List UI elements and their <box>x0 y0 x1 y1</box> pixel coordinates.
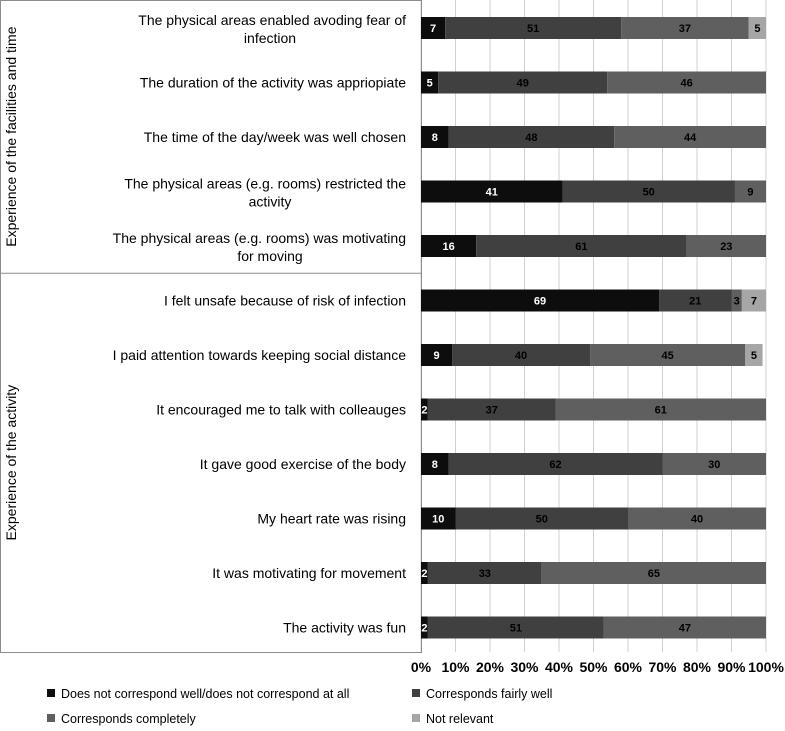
data-label: 49 <box>516 77 529 90</box>
category-label: It was motivating for movement <box>212 565 406 581</box>
data-label: 40 <box>514 350 528 362</box>
data-label: 2 <box>421 404 428 417</box>
data-label: 7 <box>750 295 757 308</box>
legend-label: Corresponds fairly well <box>426 687 553 701</box>
data-label: 48 <box>525 132 538 144</box>
data-label: 10 <box>432 513 445 526</box>
group-label: Experience of the activity <box>3 384 19 541</box>
category-frame <box>1 1 422 653</box>
data-label: 23 <box>720 241 733 253</box>
x-tick-label: 40% <box>544 659 574 675</box>
x-axis-tick-labels <box>411 659 785 675</box>
data-label: 9 <box>747 186 754 199</box>
data-label: 8 <box>431 132 438 144</box>
data-label: 2 <box>421 622 428 635</box>
category-label: The duration of the activity was appriopiate <box>139 74 406 91</box>
legend-item <box>47 687 349 701</box>
data-label: 30 <box>708 459 721 471</box>
group-labels <box>3 26 19 540</box>
data-label: 47 <box>678 622 692 635</box>
data-label: 44 <box>683 132 697 144</box>
category-label: The physical areas (e.g. rooms) was motivating for moving <box>112 230 406 264</box>
data-label: 41 <box>485 186 498 199</box>
x-tick-label: 60% <box>613 659 643 675</box>
category-label: My heart rate was rising <box>257 510 406 527</box>
legend-swatch <box>412 714 420 722</box>
legend-item <box>47 712 197 726</box>
data-label: 7 <box>430 23 437 35</box>
data-label: 69 <box>533 295 547 308</box>
category-label: The physical areas (e.g. rooms) restricted the activity <box>124 175 406 210</box>
legend-swatch <box>47 714 55 722</box>
x-tick-label: 100% <box>748 659 784 675</box>
x-tick-label: 80% <box>682 659 712 675</box>
x-tick-label: 90% <box>717 659 746 675</box>
data-label: 3 <box>733 295 740 308</box>
data-label: 50 <box>535 513 548 526</box>
legend-item <box>412 687 552 701</box>
data-label: 5 <box>750 350 757 362</box>
group-label: Experience of the facilities and time <box>3 26 19 247</box>
category-label: It gave good exercise of the body <box>199 456 406 472</box>
data-label: 62 <box>549 459 562 471</box>
x-tick-label: 20% <box>475 659 505 675</box>
category-label: The time of the day/week was well chosen <box>143 129 406 145</box>
legend-item <box>412 712 494 726</box>
data-label: 2 <box>421 568 428 580</box>
data-label: 40 <box>690 513 704 526</box>
x-tick-label: 0% <box>410 659 432 675</box>
data-label: 9 <box>433 350 440 362</box>
legend <box>47 687 552 726</box>
data-label: 61 <box>575 241 588 253</box>
category-label: I paid attention towards keeping social distance <box>112 347 406 363</box>
data-label: 65 <box>647 568 660 580</box>
data-label: 61 <box>654 404 667 417</box>
category-label: It encouraged me to talk with colleauges <box>156 401 406 418</box>
data-label: 50 <box>642 186 655 199</box>
data-label: 51 <box>509 622 522 635</box>
data-label: 8 <box>431 459 438 471</box>
data-label: 51 <box>527 23 540 35</box>
category-label: The activity was fun <box>283 619 406 636</box>
legend-label: Not relevant <box>426 712 494 726</box>
x-tick-label: 10% <box>441 659 470 675</box>
data-label: 16 <box>442 241 455 253</box>
group-frames <box>0 1 422 653</box>
data-label: 45 <box>661 350 674 362</box>
gridlines <box>421 0 766 652</box>
data-label: 33 <box>478 568 491 580</box>
category-label: The physical areas enabled avoding fear of infection <box>138 12 406 46</box>
data-label: 46 <box>680 77 693 90</box>
legend-label: Does not correspond well/does not correspond at all <box>61 687 350 701</box>
data-label: 5 <box>754 23 761 35</box>
x-tick-label: 50% <box>579 659 608 675</box>
data-labels <box>421 23 760 635</box>
x-tick-label: 70% <box>648 659 677 675</box>
data-label: 37 <box>485 404 498 417</box>
legend-label: Corresponds completely <box>61 712 196 726</box>
legend-swatch <box>412 689 420 697</box>
data-label: 5 <box>426 77 433 90</box>
data-label: 21 <box>689 295 702 308</box>
data-label: 37 <box>678 23 692 35</box>
category-label: I felt unsafe because of risk of infection <box>163 292 406 309</box>
x-tick-label: 30% <box>510 659 539 675</box>
category-labels <box>113 12 407 636</box>
legend-swatch <box>47 689 55 697</box>
